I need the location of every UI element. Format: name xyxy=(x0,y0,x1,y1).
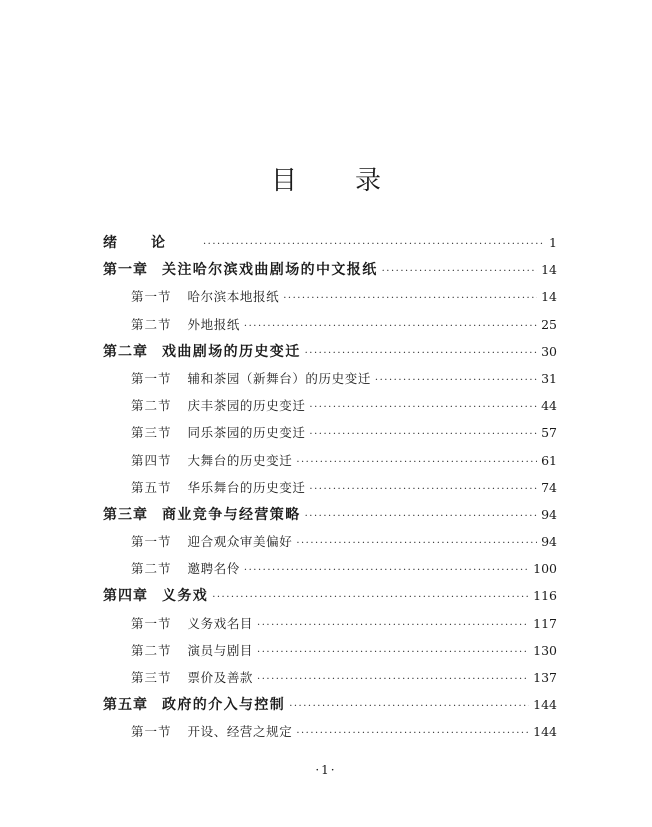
toc-page-number: 100 xyxy=(533,561,557,577)
toc-entry-number: 第一节 xyxy=(131,615,172,631)
toc-entry-title: 关注哈尔滨戏曲剧场的中文报纸 xyxy=(162,262,378,279)
toc-page-number: 144 xyxy=(533,724,557,740)
toc-leader-dots xyxy=(296,534,537,554)
toc-chapter-row[interactable] xyxy=(103,505,557,532)
toc-page-number: 94 xyxy=(541,534,557,550)
toc-entry-number: 第一章 xyxy=(103,262,148,279)
toc-entry-number: 第二节 xyxy=(131,642,172,658)
toc-entry-number: 第三章 xyxy=(103,506,148,523)
toc-entry-number: 第一节 xyxy=(131,534,172,550)
toc-leader-dots xyxy=(382,262,537,282)
toc-page-number: 137 xyxy=(533,670,557,685)
toc-entry-title: 开设、经营之规定 xyxy=(187,724,293,740)
toc-entry-title: 哈尔滨本地报纸 xyxy=(187,289,280,305)
toc-entry-number: 第四节 xyxy=(131,452,172,468)
toc-entry-number: 第三节 xyxy=(131,425,172,441)
toc-section-row[interactable] xyxy=(103,287,557,314)
toc-entry-number: 第一节 xyxy=(131,289,172,305)
toc-leader-dots xyxy=(309,398,537,418)
toc-entry-title: 戏曲剧场的历史变迁 xyxy=(162,343,301,360)
toc-leader-dots xyxy=(244,317,537,337)
toc-section-row[interactable] xyxy=(103,478,557,505)
table-of-contents xyxy=(103,233,557,750)
toc-entry-title: 迎合观众审美偏好 xyxy=(187,534,293,550)
toc-entry-number: 第五节 xyxy=(131,479,172,495)
toc-entry-title: 绪论 xyxy=(103,235,199,251)
page-title: 目录 xyxy=(270,166,439,196)
toc-leader-dots xyxy=(257,670,529,690)
toc-page-number: 25 xyxy=(541,316,557,332)
toc-entry-title: 票价及善款 xyxy=(187,670,254,685)
toc-chapter-row[interactable] xyxy=(103,260,557,287)
toc-leader-dots xyxy=(283,289,537,309)
toc-page-number: 61 xyxy=(541,452,557,468)
toc-section-row[interactable] xyxy=(103,668,557,695)
toc-section-row[interactable] xyxy=(103,614,557,641)
toc-leader-dots xyxy=(289,697,529,717)
toc-entry-title: 政府的介入与控制 xyxy=(162,697,286,714)
toc-page-number: 94 xyxy=(541,506,557,522)
toc-section-row[interactable] xyxy=(103,641,557,668)
toc-leader-dots xyxy=(305,507,537,527)
toc-entry-title: 义务戏 xyxy=(162,588,209,605)
toc-entry-title: 义务戏名目 xyxy=(187,615,254,631)
toc-page-number: 57 xyxy=(541,425,557,441)
toc-entry-title: 大舞台的历史变迁 xyxy=(187,452,293,468)
toc-entry-number: 第二节 xyxy=(131,398,172,414)
toc-entry-number: 第三节 xyxy=(131,670,172,685)
toc-leader-dots xyxy=(212,588,529,608)
toc-entry-title: 外地报纸 xyxy=(187,316,240,332)
toc-leader-dots xyxy=(203,235,545,255)
toc-entry-number: 第二节 xyxy=(131,561,172,577)
toc-page-number: 14 xyxy=(541,262,557,278)
toc-page-number: 117 xyxy=(533,615,557,631)
toc-page-number: 44 xyxy=(541,398,557,414)
toc-entry-title: 同乐茶园的历史变迁 xyxy=(187,425,306,441)
toc-leader-dots xyxy=(257,643,529,663)
toc-leader-dots xyxy=(244,561,529,581)
toc-entry-title: 辅和茶园（新舞台）的历史变迁 xyxy=(187,370,371,386)
toc-entry-number: 第五章 xyxy=(103,697,148,714)
toc-page-number: 74 xyxy=(541,479,557,495)
toc-leader-dots xyxy=(309,480,537,500)
toc-section-row[interactable] xyxy=(103,532,557,559)
toc-page-number: 130 xyxy=(533,642,557,658)
toc-entry-number: 第二节 xyxy=(131,316,172,332)
toc-page-number: 31 xyxy=(541,370,557,386)
toc-entry-number: 第四章 xyxy=(103,588,148,605)
toc-section-row[interactable] xyxy=(103,451,557,478)
toc-leader-dots xyxy=(257,616,529,636)
toc-page-number: 116 xyxy=(533,588,557,604)
toc-chapter-row[interactable] xyxy=(103,233,557,260)
toc-section-row[interactable] xyxy=(103,423,557,450)
page-number-footer: ·1· xyxy=(315,763,337,777)
toc-entry-title: 庆丰茶园的历史变迁 xyxy=(187,398,306,414)
toc-section-row[interactable] xyxy=(103,315,557,342)
toc-entry-number: 第一节 xyxy=(131,724,172,740)
toc-section-row[interactable] xyxy=(103,559,557,586)
toc-leader-dots xyxy=(309,425,537,445)
toc-chapter-row[interactable] xyxy=(103,342,557,369)
toc-leader-dots xyxy=(296,453,537,473)
toc-chapter-row[interactable] xyxy=(103,586,557,613)
toc-page-number: 14 xyxy=(541,289,557,305)
toc-leader-dots xyxy=(305,344,537,364)
toc-entry-title: 商业竞争与经营策略 xyxy=(162,506,301,523)
toc-entry-title: 华乐舞台的历史变迁 xyxy=(187,479,306,495)
toc-section-row[interactable] xyxy=(103,722,557,749)
toc-page-number: 30 xyxy=(541,343,557,359)
toc-page-number: 144 xyxy=(533,697,557,713)
toc-entry-number: 第二章 xyxy=(103,343,148,360)
toc-chapter-row[interactable] xyxy=(103,695,557,722)
toc-section-row[interactable] xyxy=(103,369,557,396)
toc-entry-title: 邀聘名伶 xyxy=(187,561,240,577)
toc-leader-dots xyxy=(375,371,537,391)
toc-page-number: 1 xyxy=(549,235,557,250)
toc-entry-title: 演员与剧目 xyxy=(187,642,254,658)
toc-entry-number: 第一节 xyxy=(131,370,172,386)
toc-section-row[interactable] xyxy=(103,396,557,423)
toc-leader-dots xyxy=(296,724,529,744)
